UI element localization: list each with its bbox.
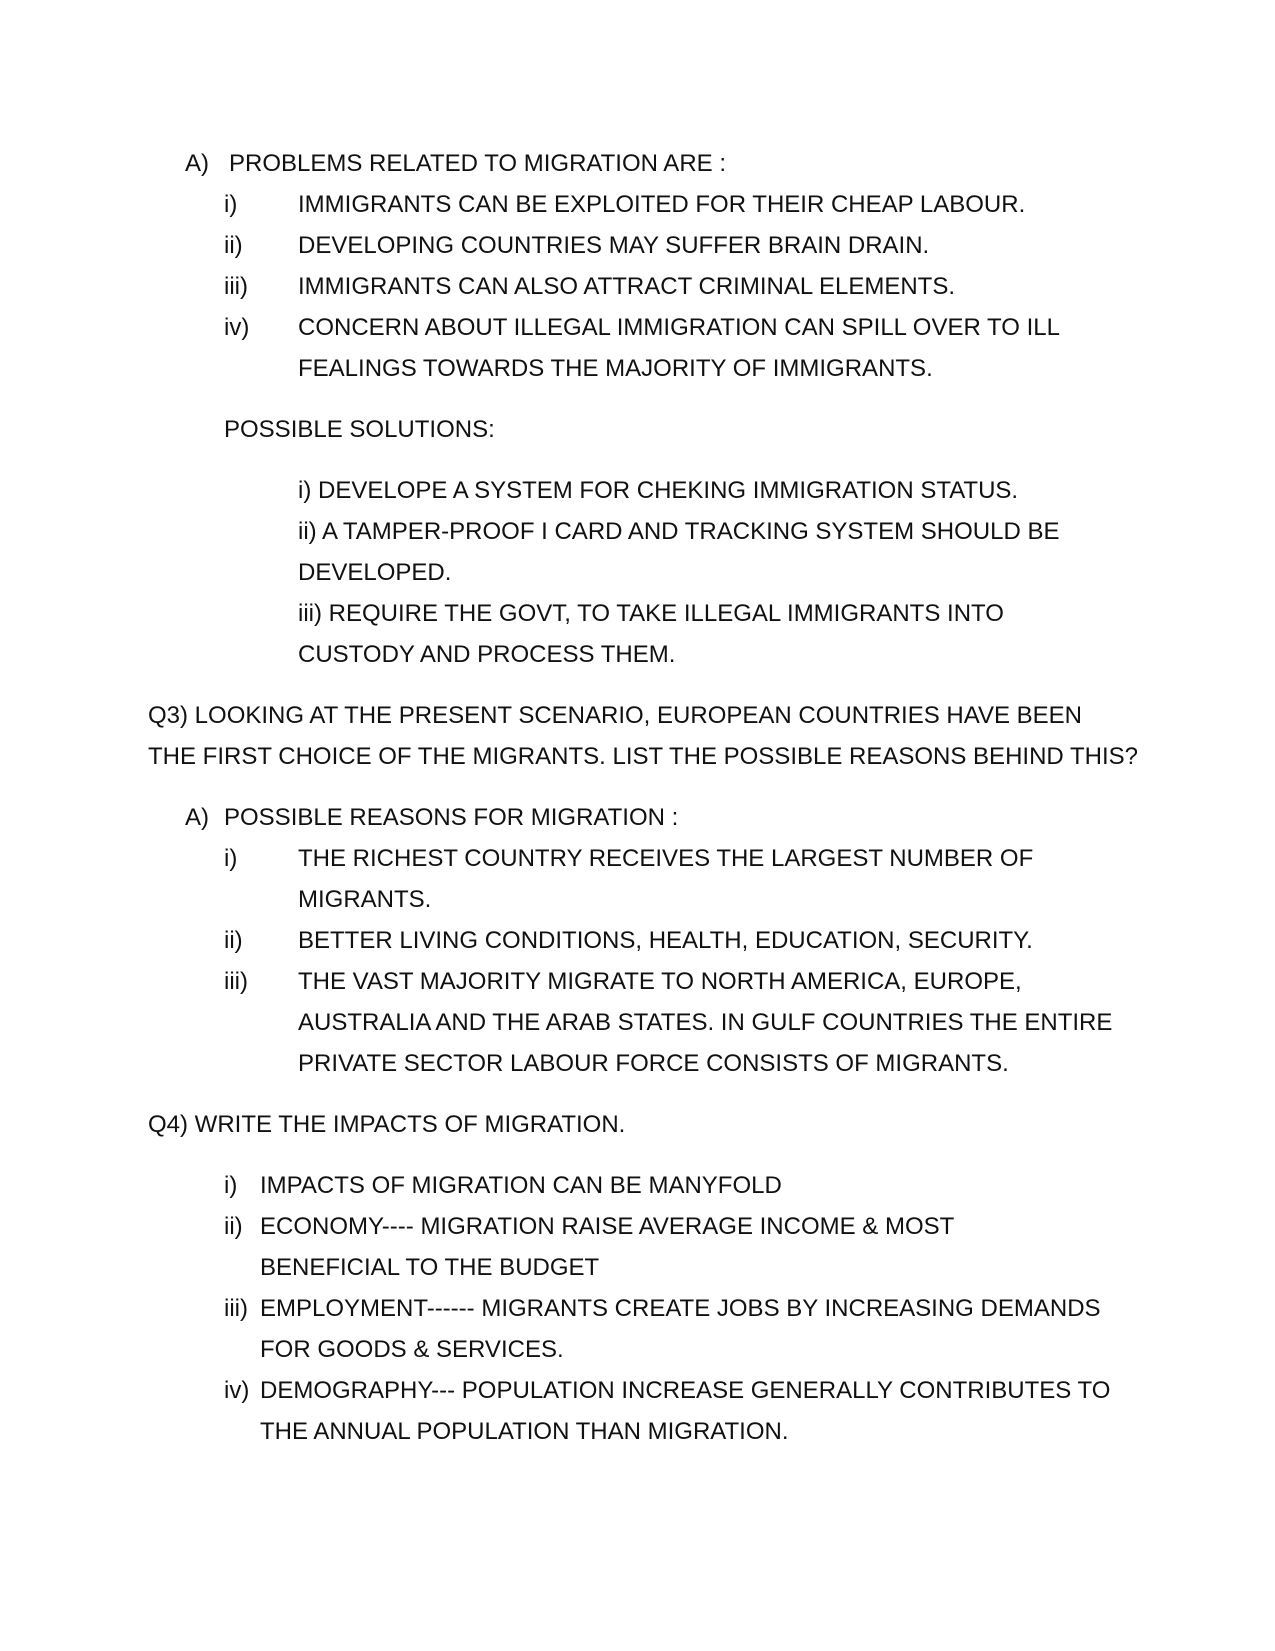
solution-line: i) DEVELOPE A SYSTEM FOR CHEKING IMMIGRATION STATUS. — [298, 477, 1019, 504]
list-item-text: THE ANNUAL POPULATION THAN MIGRATION. — [260, 1418, 789, 1445]
list-marker: i) — [224, 1172, 238, 1199]
list-item-text: IMPACTS OF MIGRATION CAN BE MANYFOLD — [260, 1172, 782, 1199]
list-item-text: DEVELOPING COUNTRIES MAY SUFFER BRAIN DRAIN. — [298, 232, 930, 259]
list-marker: iv) — [224, 314, 250, 341]
list-item-text: CONCERN ABOUT ILLEGAL IMMIGRATION CAN SPILL OVER TO ILL — [298, 314, 1060, 341]
answer-heading: POSSIBLE REASONS FOR MIGRATION : — [224, 804, 679, 831]
list-marker: iv) — [224, 1377, 250, 1404]
list-item-text: FOR GOODS & SERVICES. — [260, 1336, 564, 1363]
list-item-text: BETTER LIVING CONDITIONS, HEALTH, EDUCATION, SECURITY. — [298, 927, 1033, 954]
solution-line: CUSTODY AND PROCESS THEM. — [298, 641, 676, 668]
solution-line: iii) REQUIRE THE GOVT, TO TAKE ILLEGAL IMMIGRANTS INTO — [298, 600, 1004, 627]
list-item-text: PRIVATE SECTOR LABOUR FORCE CONSISTS OF MIGRANTS. — [298, 1050, 1009, 1077]
answer-marker: A) — [185, 804, 209, 831]
list-item-text: DEMOGRAPHY--- POPULATION INCREASE GENERALLY CONTRIBUTES TO — [260, 1377, 1111, 1404]
answer-marker: A) — [185, 150, 209, 177]
list-item-text: BENEFICIAL TO THE BUDGET — [260, 1254, 600, 1281]
list-marker: i) — [224, 845, 238, 872]
list-item-text: EMPLOYMENT------ MIGRANTS CREATE JOBS BY INCREASING DEMANDS — [260, 1295, 1101, 1322]
list-marker: iii) — [224, 273, 248, 300]
question-q4: Q4) WRITE THE IMPACTS OF MIGRATION. — [148, 1111, 626, 1138]
solutions-heading: POSSIBLE SOLUTIONS: — [224, 416, 495, 443]
list-item-text: FEALINGS TOWARDS THE MAJORITY OF IMMIGRANTS. — [298, 355, 933, 382]
list-item-text: THE RICHEST COUNTRY RECEIVES THE LARGEST NUMBER OF — [298, 845, 1034, 872]
solution-line: DEVELOPED. — [298, 559, 452, 586]
list-item-text: ECONOMY---- MIGRATION RAISE AVERAGE INCOME & MOST — [260, 1213, 955, 1240]
question-q3: Q3) LOOKING AT THE PRESENT SCENARIO, EUROPEAN COUNTRIES HAVE BEEN — [148, 702, 1082, 729]
list-item-text: IMMIGRANTS CAN BE EXPLOITED FOR THEIR CHEAP LABOUR. — [298, 191, 1026, 218]
question-q3: THE FIRST CHOICE OF THE MIGRANTS. LIST THE POSSIBLE REASONS BEHIND THIS? — [148, 743, 1138, 770]
solution-line: ii) A TAMPER-PROOF I CARD AND TRACKING SYSTEM SHOULD BE — [298, 518, 1060, 545]
answer-heading: PROBLEMS RELATED TO MIGRATION ARE : — [229, 150, 726, 177]
list-item-text: AUSTRALIA AND THE ARAB STATES. IN GULF COUNTRIES THE ENTIRE — [298, 1009, 1113, 1036]
list-marker: ii) — [224, 1213, 243, 1240]
list-marker: ii) — [224, 927, 243, 954]
list-marker: iii) — [224, 968, 248, 995]
list-marker: i) — [224, 191, 238, 218]
list-item-text: MIGRANTS. — [298, 886, 432, 913]
list-item-text: THE VAST MAJORITY MIGRATE TO NORTH AMERICA, EUROPE, — [298, 968, 1022, 995]
list-marker: iii) — [224, 1295, 248, 1322]
list-item-text: IMMIGRANTS CAN ALSO ATTRACT CRIMINAL ELEMENTS. — [298, 273, 955, 300]
list-marker: ii) — [224, 232, 243, 259]
